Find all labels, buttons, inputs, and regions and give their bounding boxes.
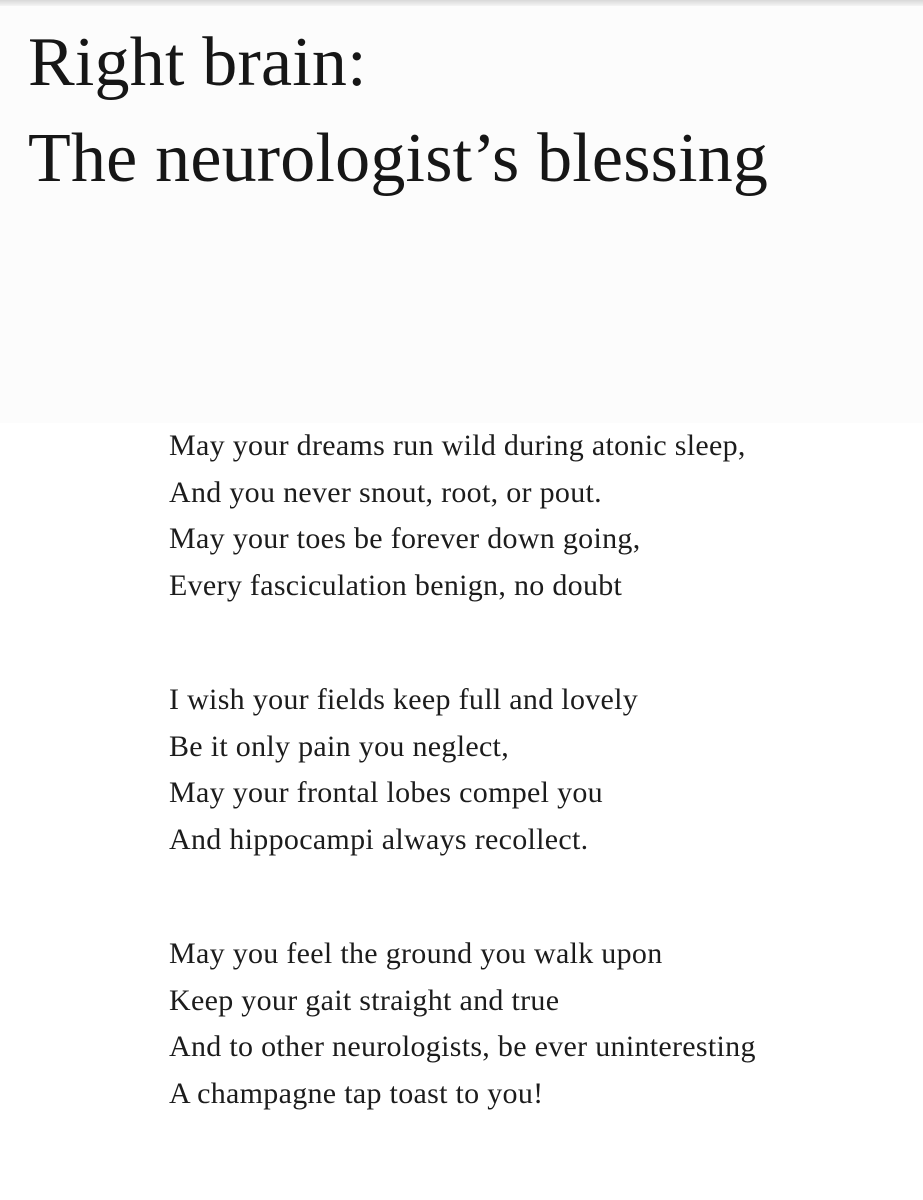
title-panel xyxy=(0,6,923,423)
poem-line: I wish your fields keep full and lovely xyxy=(169,683,639,716)
stanza-1 xyxy=(169,423,909,609)
poem-line: Keep your gait straight and true xyxy=(169,983,560,1017)
poem-line: May your frontal lobes compel you xyxy=(169,776,603,809)
poem-line: Be it only pain you neglect, xyxy=(169,729,509,763)
poem-line: And you never snout, root, or pout. xyxy=(169,475,602,509)
poem-line: May your dreams run wild during atonic sleep, xyxy=(169,429,746,462)
page-title-line-1: Right brain: xyxy=(28,24,367,101)
poem-line: May your toes be forever down going, xyxy=(169,522,641,555)
stanza-2 xyxy=(169,677,909,863)
poem-line: A champagne tap toast to you! xyxy=(169,1076,544,1110)
page-title-line-2: The neurologist’s blessing xyxy=(28,120,769,197)
stanza-3 xyxy=(169,931,909,1117)
poem-line: May you feel the ground you walk upon xyxy=(169,937,663,970)
poem-line: And to other neurologists, be ever uninteresting xyxy=(169,1030,756,1063)
poem-line: And hippocampi always recollect. xyxy=(169,822,589,856)
poem-line: Every fasciculation benign, no doubt xyxy=(169,568,623,602)
